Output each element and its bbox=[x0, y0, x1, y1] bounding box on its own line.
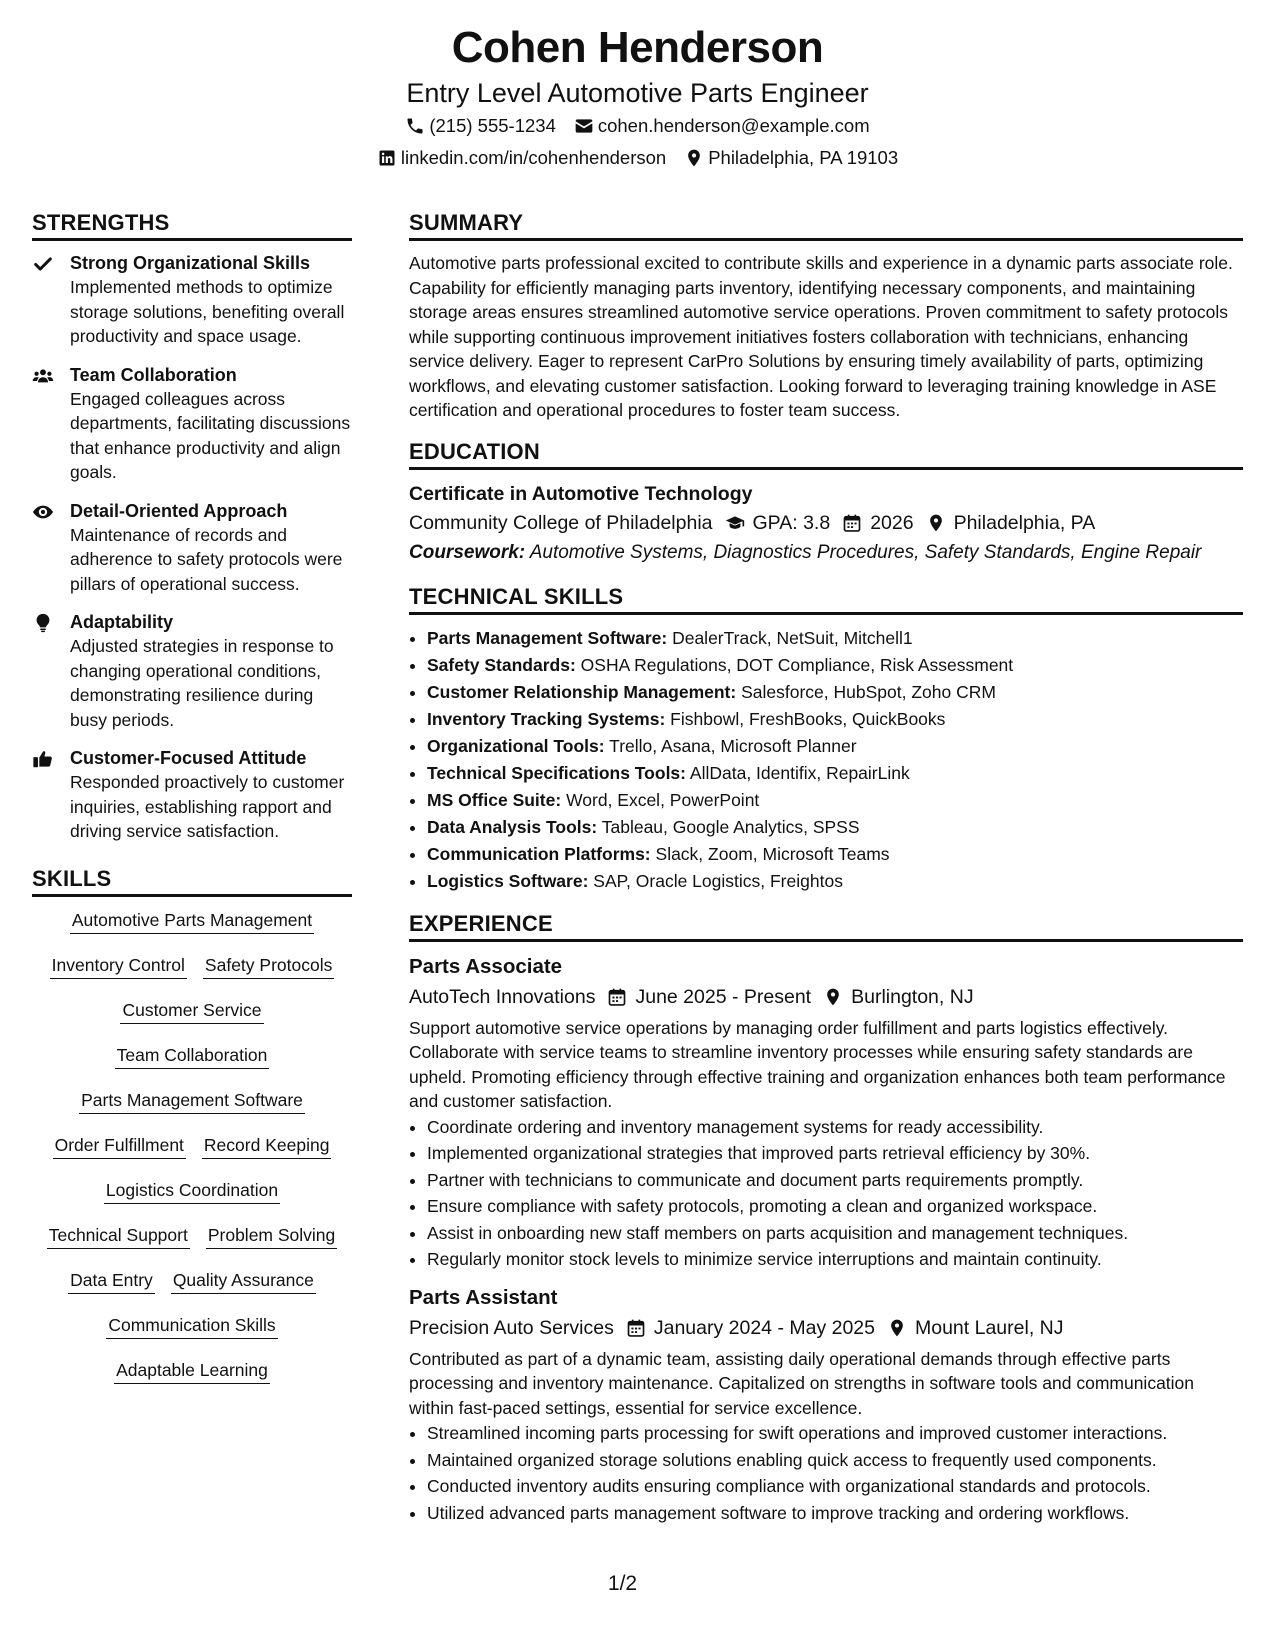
map-pin-icon bbox=[926, 513, 946, 533]
tech-label: Technical Specifications Tools: bbox=[427, 762, 686, 783]
list-item: • Assist in onboarding new staff members on parts acquisition and management techniques. bbox=[427, 1220, 1243, 1247]
phone-text: (215) 555-1234 bbox=[429, 115, 556, 136]
job-description: Support automotive service operations by managing order fulfillment and parts logistics effectively. Collaborate with service teams to streamline inventory processes while ensuring safety standards are upheld. Promoting efficiency through effective training and organization enhances both team performance and customer satisfaction. bbox=[409, 1017, 1226, 1111]
strength-desc: Engaged colleagues across departments, facilitating discussions that enhance productivity and align goals. bbox=[70, 388, 351, 482]
tech-value: Fishbowl, FreshBooks, QuickBooks bbox=[670, 708, 946, 729]
check-icon bbox=[32, 253, 54, 275]
contact-location bbox=[684, 142, 898, 174]
skills-list bbox=[32, 907, 352, 1402]
tech-label: Logistics Software: bbox=[427, 870, 589, 891]
school-location-text: Philadelphia, PA bbox=[953, 511, 1096, 534]
tech-value: OSHA Regulations, DOT Compliance, Risk Assessment bbox=[580, 654, 1014, 675]
education-meta bbox=[409, 508, 1243, 538]
strength-item bbox=[32, 610, 352, 732]
job-entry bbox=[409, 1283, 1243, 1527]
degree-title: Certificate in Automotive Technology bbox=[409, 482, 753, 505]
page-number bbox=[0, 1572, 1275, 1596]
skills-row bbox=[106, 1312, 277, 1357]
job-title: Parts Associate bbox=[409, 954, 563, 978]
contact-linkedin[interactable] bbox=[377, 142, 666, 174]
skill-tag: Data Entry bbox=[68, 1267, 155, 1294]
job-location-text: Burlington, NJ bbox=[851, 985, 974, 1008]
skill-tag: Record Keeping bbox=[202, 1132, 332, 1159]
school-location bbox=[926, 508, 1096, 538]
tech-label: Customer Relationship Management: bbox=[427, 681, 737, 702]
skill-tag: Order Fulfillment bbox=[53, 1132, 186, 1159]
list-item bbox=[427, 760, 1243, 787]
tech-label: Parts Management Software: bbox=[427, 627, 668, 648]
contact-row-1 bbox=[0, 110, 1275, 142]
skill-tag: Communication Skills bbox=[106, 1312, 277, 1339]
job-description: Contributed as part of a dynamic team, assisting daily operational demands through effective parts processing and inventory maintenance. Capitalized on strengths in software tools and communication within fast-paced settings, essential for service excellence. bbox=[409, 1348, 1195, 1418]
skill-tag: Quality Assurance bbox=[171, 1267, 316, 1294]
skill-tag: Safety Protocols bbox=[203, 952, 334, 979]
tech-value: Tableau, Google Analytics, SPSS bbox=[601, 816, 860, 837]
year-text: 2026 bbox=[870, 511, 914, 534]
strength-desc: Responded proactively to customer inquiries, establishing rapport and driving service satisfaction. bbox=[70, 772, 345, 841]
tech-label: MS Office Suite: bbox=[427, 789, 562, 810]
graduation-cap-icon bbox=[725, 513, 745, 533]
job-meta bbox=[409, 1313, 1243, 1343]
strength-title: Strong Organizational Skills bbox=[70, 253, 311, 273]
tech-value: Salesforce, HubSpot, Zoho CRM bbox=[741, 681, 996, 702]
technical-skills-heading: TECHNICAL SKILLS bbox=[409, 582, 1243, 615]
tech-value: DealerTrack, NetSuit, Mitchell1 bbox=[672, 627, 913, 648]
tech-value: Trello, Asana, Microsoft Planner bbox=[609, 735, 857, 756]
experience-heading: EXPERIENCE bbox=[409, 909, 1243, 942]
email-text[interactable]: cohen.henderson@example.com bbox=[597, 115, 870, 136]
skills-row bbox=[53, 1132, 332, 1177]
tech-label: Inventory Tracking Systems: bbox=[427, 708, 666, 729]
gpa bbox=[725, 508, 831, 538]
strength-item bbox=[32, 499, 352, 597]
tech-value: AllData, Identifix, RepairLink bbox=[689, 762, 910, 783]
contact-email[interactable] bbox=[574, 110, 870, 142]
skill-tag: Automotive Parts Management bbox=[70, 907, 314, 934]
job-title: Parts Assistant bbox=[409, 1285, 558, 1309]
skills-row bbox=[120, 997, 263, 1042]
map-pin-icon bbox=[823, 987, 843, 1007]
contact-row-2 bbox=[0, 142, 1275, 174]
job-dates bbox=[626, 1313, 875, 1343]
skill-tag: Parts Management Software bbox=[79, 1087, 305, 1114]
coursework-label: Coursework: bbox=[409, 541, 526, 563]
page-number-text: 1/2 bbox=[607, 1572, 638, 1595]
list-item: • Implemented organizational strategies that improved parts retrieval efficiency by 30%. bbox=[427, 1140, 1243, 1167]
strength-title: Adaptability bbox=[70, 612, 174, 632]
skills-row bbox=[50, 952, 335, 997]
job-location-text: Mount Laurel, NJ bbox=[915, 1316, 1064, 1339]
skills-row bbox=[70, 907, 314, 952]
left-column bbox=[32, 208, 352, 1402]
skill-tag: Problem Solving bbox=[206, 1222, 337, 1249]
skills-heading: SKILLS bbox=[32, 864, 352, 897]
job-bullets bbox=[409, 1420, 1243, 1526]
job-dates bbox=[607, 982, 811, 1012]
list-item bbox=[427, 868, 1243, 895]
list-item bbox=[427, 679, 1243, 706]
strength-title: Detail-Oriented Approach bbox=[70, 500, 288, 521]
tech-label: Safety Standards: bbox=[427, 654, 576, 675]
technical-skills-list bbox=[409, 625, 1243, 895]
strength-title: Team Collaboration bbox=[70, 364, 237, 385]
list-item: • Conducted inventory audits ensuring compliance with organizational standards and protocols. bbox=[427, 1473, 1243, 1500]
location-text: Philadelphia, PA 19103 bbox=[708, 147, 899, 168]
skill-tag: Logistics Coordination bbox=[104, 1177, 280, 1204]
candidate-name: Cohen Henderson bbox=[451, 23, 824, 72]
thumbs-up-icon bbox=[32, 748, 54, 770]
tech-label: Organizational Tools: bbox=[427, 735, 605, 756]
skill-tag: Adaptable Learning bbox=[114, 1357, 270, 1384]
strength-item bbox=[32, 363, 352, 485]
job-bullets bbox=[409, 1114, 1243, 1273]
coursework-text: Automotive Systems, Diagnostics Procedures, Safety Standards, Engine Repair bbox=[529, 541, 1202, 563]
list-item: • Maintained organized storage solutions enabling quick access to frequently used components. bbox=[427, 1447, 1243, 1474]
graduation-year bbox=[842, 508, 913, 538]
right-column bbox=[409, 208, 1243, 1536]
skill-tag: Technical Support bbox=[47, 1222, 190, 1249]
company-name: AutoTech Innovations bbox=[409, 985, 596, 1008]
skills-row bbox=[79, 1087, 305, 1132]
skill-tag: Customer Service bbox=[120, 997, 263, 1024]
resume-header bbox=[0, 20, 1275, 174]
skills-row bbox=[114, 1357, 270, 1402]
list-item: • Regularly monitor stock levels to minimize service interruptions and maintain continuity. bbox=[427, 1246, 1243, 1273]
school-name: Community College of Philadelphia bbox=[409, 511, 713, 534]
contact-phone bbox=[405, 110, 556, 142]
list-item bbox=[427, 706, 1243, 733]
envelope-icon bbox=[574, 116, 594, 136]
list-item: • Utilized advanced parts management software to improve tracking and ordering workflows. bbox=[427, 1500, 1243, 1527]
linkedin-icon bbox=[377, 148, 397, 168]
list-item bbox=[427, 814, 1243, 841]
list-item: • Coordinate ordering and inventory management systems for ready accessibility. bbox=[427, 1114, 1243, 1141]
linkedin-text[interactable]: linkedin.com/in/cohenhenderson bbox=[400, 147, 667, 168]
tech-label: Data Analysis Tools: bbox=[427, 816, 598, 837]
dates-text: June 2025 - Present bbox=[635, 985, 812, 1008]
users-icon bbox=[32, 365, 54, 387]
phone-icon bbox=[405, 116, 425, 136]
skill-tag: Inventory Control bbox=[50, 952, 187, 979]
job-entry bbox=[409, 952, 1243, 1273]
map-pin-icon bbox=[887, 1318, 907, 1338]
gpa-text: GPA: 3.8 bbox=[752, 511, 831, 534]
calendar-icon bbox=[842, 513, 862, 533]
list-item: • Streamlined incoming parts processing for swift operations and improved customer interactions. bbox=[427, 1420, 1243, 1447]
skills-row bbox=[47, 1222, 338, 1267]
list-item bbox=[427, 841, 1243, 868]
summary-text: Automotive parts professional excited to contribute skills and experience in a dynamic parts associate role. Capability for efficiently managing parts inventory, identifying necessary components, and maintaining storage areas ensures streamlined automotive service operations. Proven commitment to safety protocols while supporting continuous improvement initiatives fosters collaboration with technicians, enhancing service delivery. Eager to represent CarPro Solutions by ensuring timely availability of parts, optimizing workflows, and elevating customer satisfaction. Looking forward to leveraging training knowledge in ASE certification and operational procedures to foster team success. bbox=[409, 253, 1233, 420]
strength-item bbox=[32, 251, 352, 349]
strength-desc: Maintenance of records and adherence to safety protocols were pillars of operational success. bbox=[70, 524, 343, 594]
tech-value: Slack, Zoom, Microsoft Teams bbox=[655, 843, 890, 864]
skills-row bbox=[104, 1177, 280, 1222]
list-item: • Partner with technicians to communicate and document parts requirements promptly. bbox=[427, 1167, 1243, 1194]
list-item bbox=[427, 787, 1243, 814]
dates-text: January 2024 - May 2025 bbox=[653, 1316, 875, 1339]
coursework bbox=[409, 538, 1243, 568]
summary-heading: SUMMARY bbox=[409, 208, 1243, 241]
list-item bbox=[427, 733, 1243, 760]
list-item bbox=[427, 625, 1243, 652]
candidate-title: Entry Level Automotive Parts Engineer bbox=[406, 78, 869, 108]
list-item: • Ensure compliance with safety protocols, promoting a clean and organized workspace. bbox=[427, 1193, 1243, 1220]
skills-row bbox=[68, 1267, 316, 1312]
job-location bbox=[887, 1313, 1064, 1343]
list-item bbox=[427, 652, 1243, 679]
strength-title: Customer-Focused Attitude bbox=[70, 748, 307, 768]
tech-value: Word, Excel, PowerPoint bbox=[566, 789, 760, 810]
strength-item bbox=[32, 746, 352, 844]
tech-value: SAP, Oracle Logistics, Freightos bbox=[593, 870, 843, 891]
company-name: Precision Auto Services bbox=[409, 1316, 614, 1339]
strength-desc: Implemented methods to optimize storage solutions, benefiting overall productivity and space usage. bbox=[70, 277, 345, 346]
calendar-icon bbox=[626, 1318, 646, 1338]
eye-icon bbox=[32, 501, 54, 523]
education-heading: EDUCATION bbox=[409, 437, 1243, 470]
strengths-heading: STRENGTHS bbox=[32, 208, 352, 241]
skill-tag: Team Collaboration bbox=[115, 1042, 270, 1069]
skills-row bbox=[115, 1042, 270, 1087]
tech-label: Communication Platforms: bbox=[427, 843, 651, 864]
job-meta bbox=[409, 982, 1243, 1012]
map-pin-icon bbox=[684, 148, 704, 168]
lightbulb-icon bbox=[32, 612, 54, 634]
strength-desc: Adjusted strategies in response to changing operational conditions, demonstrating resilience during busy periods. bbox=[70, 636, 334, 730]
job-location bbox=[823, 982, 973, 1012]
calendar-icon bbox=[607, 987, 627, 1007]
